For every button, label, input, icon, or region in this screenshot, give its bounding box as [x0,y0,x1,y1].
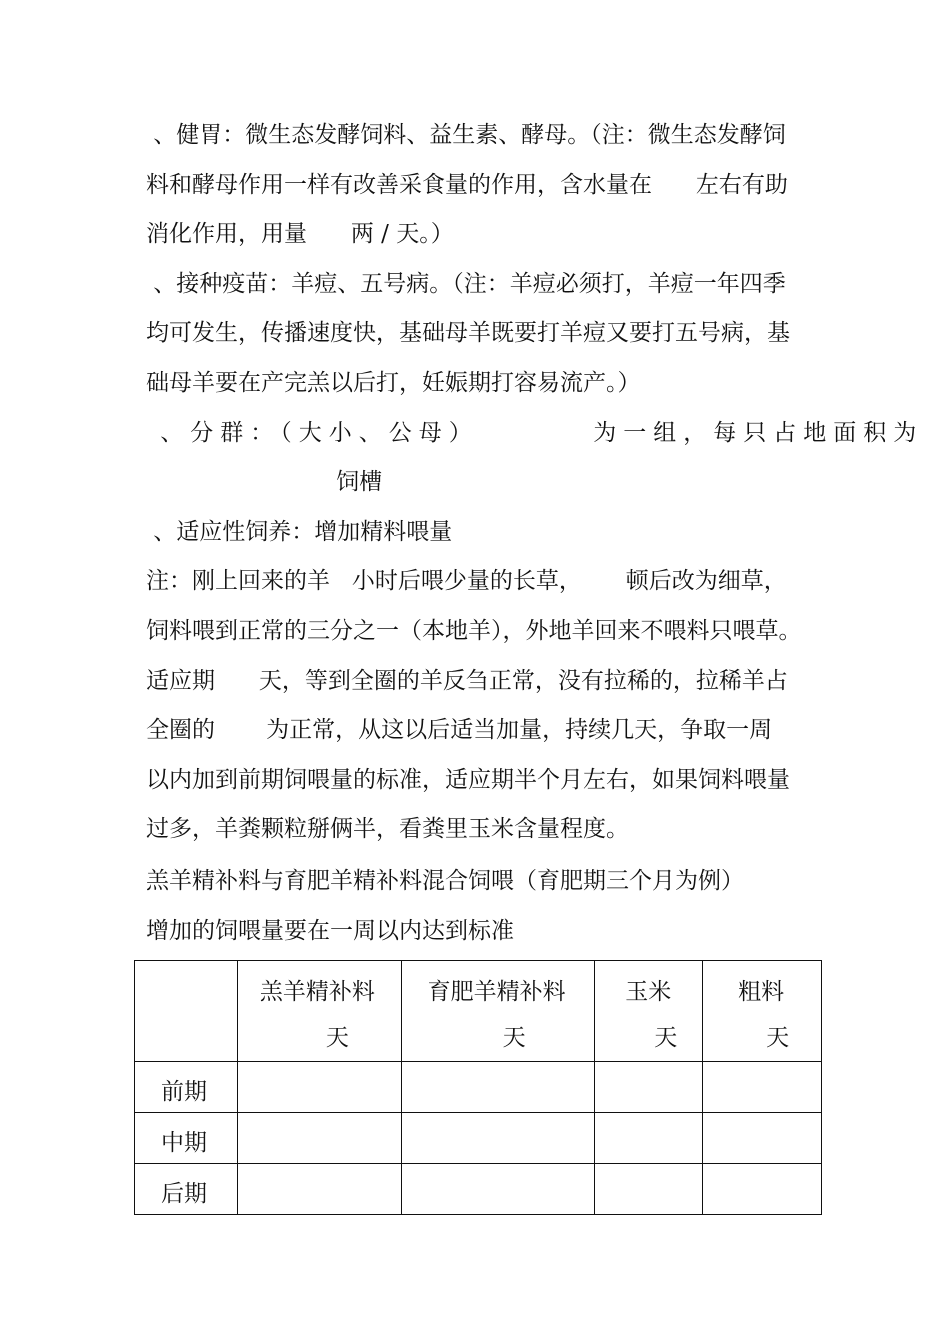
paragraph-line: 羔羊精补料与育肥羊精补料混合饲喂（育肥期三个月为例） [146,868,744,894]
header-label: 玉米 [625,979,672,1005]
row-label: 前期 [161,1079,207,1105]
paragraph-line: 、接种疫苗：羊痘、五号病。（注：羊痘必须打，羊痘一年四季 [146,271,786,297]
header-label: 育肥羊精补料 [427,979,566,1005]
table-cell [237,1113,401,1164]
header-unit: 天 [502,1025,526,1051]
table-header-cell [595,961,703,1062]
table-cell [237,1062,401,1113]
table-header-row [135,961,822,1062]
table-cell [595,1062,703,1113]
paragraph-line: 全圈的 为正常，从这以后适当加量，持续几天，争取一周 [146,717,773,743]
table-corner-cell [135,961,238,1062]
table-row [135,1062,822,1113]
paragraph-line: 注：刚上回来的羊 小时后喂少量的长草， 顿后改为细草， [146,568,787,594]
paragraph-line: 饲料喂到正常的三分之一（本地羊），外地羊回来不喂料只喂草。 [146,618,802,644]
table-row [135,1113,822,1164]
table-cell [703,1113,822,1164]
row-label-cell [135,1113,238,1164]
table-cell [401,1062,595,1113]
paragraph-line: 适应期 天，等到全圈的羊反刍正常，没有拉稀的，拉稀羊占 [146,668,788,694]
table-row [135,1164,822,1215]
paragraph-line: 消化作用，用量 两 / 天。） [146,221,454,247]
row-label: 中期 [161,1130,207,1156]
table-cell [401,1113,595,1164]
table-header-cell [703,961,822,1062]
paragraph-line: 以内加到前期饲喂量的标准，适应期半个月左右，如果饲料喂量 [146,767,790,793]
row-label: 后期 [161,1181,207,1207]
table-cell [401,1164,595,1215]
feeding-table [134,960,822,1215]
table-cell [237,1164,401,1215]
table-header-cell [237,961,401,1062]
header-unit: 天 [766,1025,790,1051]
table-cell [703,1062,822,1113]
paragraph-line: 础母羊要在产完羔以后打，妊娠期打容易流产。） [146,370,641,396]
paragraph-line: 过多，羊粪颗粒掰俩半，看粪里玉米含量程度。 [146,816,629,842]
row-label-cell [135,1062,238,1113]
paragraph-line: 饲槽 [146,469,383,495]
header-label: 粗料 [738,979,785,1005]
table-cell [595,1164,703,1215]
paragraph-line: 料和酵母作用一样有改善采食量的作用，含水量在 左右有助 [146,172,788,198]
table-cell [595,1113,703,1164]
paragraph-line: 、分群：（大小、公母） 为一组，每只占地面积为 [146,420,924,446]
header-unit: 天 [325,1025,349,1051]
header-unit: 天 [654,1025,678,1051]
paragraph-line: 均可发生，传播速度快，基础母羊既要打羊痘又要打五号病，基 [146,320,790,346]
row-label-cell [135,1164,238,1215]
table-header-cell [401,961,595,1062]
paragraph-line: 、健胃：微生态发酵饲料、益生素、酵母。（注：微生态发酵饲 [146,122,786,148]
paragraph-line: 、适应性饲养：增加精料喂量 [146,519,453,545]
header-label: 羔羊精补料 [259,979,375,1005]
table-cell [703,1164,822,1215]
paragraph-line: 增加的饲喂量要在一周以内达到标准 [146,918,514,944]
